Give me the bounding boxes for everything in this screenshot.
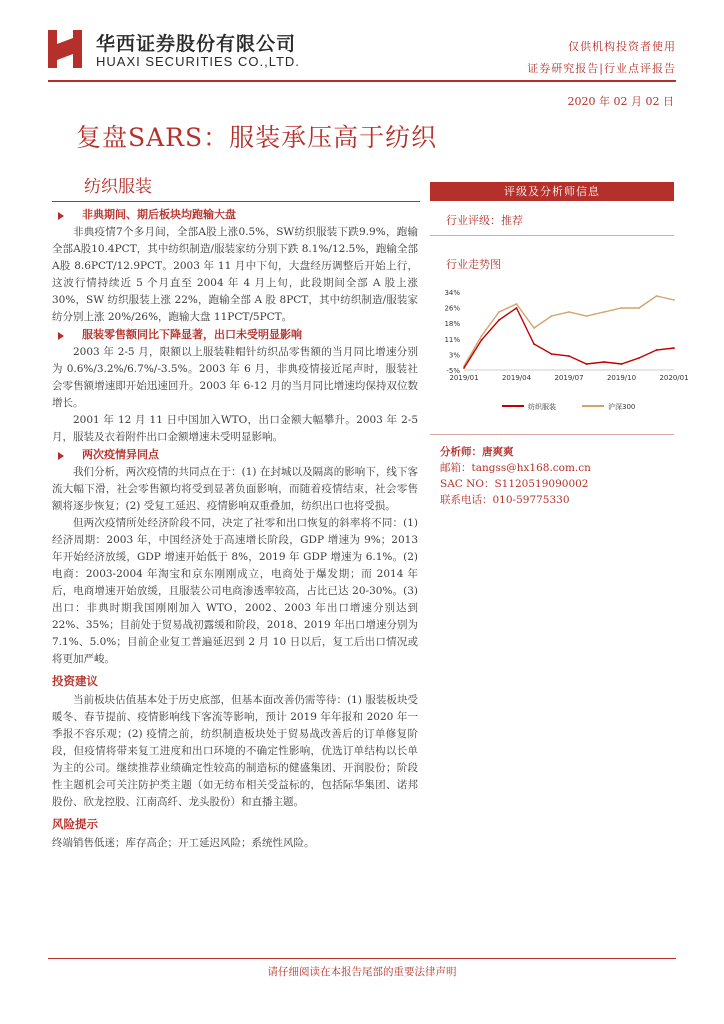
data-point bbox=[586, 315, 588, 317]
data-point bbox=[516, 303, 518, 305]
main-content bbox=[52, 206, 418, 852]
section-title: 投资建议 bbox=[52, 674, 98, 688]
paragraph: 当前板块估值基本处于历史底部，但基本面改善仍需等待：(1) 服装板块受暖冬、春节提前、疫情影响线下客流等影响，预计 2019 年年报和 2020 年一季报不容乐观；(2) 疫情之前，纺织制造板块处于贸易战改善后的订单修复阶段，但疫情将带来复工进度和出口环境的不确定性影响，优选订单结构以长单为主的公司。继续推荐业绩确定性较高的制造标的健盛集团、开润股份；阶段性主题机会可关注防护类主题（如无纺布相关受益标的，包括际华集团、诺邦股份、欣龙控股、江南高纤、龙头股份）和直播主题。 bbox=[52, 694, 418, 808]
analyst-phone: 联系电话：010-59775330 bbox=[440, 494, 570, 506]
section-title: 非典期间、期后板块均跑输大盘 bbox=[52, 206, 418, 224]
analyst-info bbox=[440, 444, 591, 508]
data-point bbox=[551, 315, 553, 317]
report-title: 复盘SARS：服装承压高于纺织 bbox=[76, 123, 438, 152]
data-point bbox=[516, 307, 518, 309]
sector-label: 纺织服装 bbox=[84, 177, 152, 197]
company-name-en: HUAXI SECURITIES CO.,LTD. bbox=[96, 54, 300, 69]
paragraph: 2003 年 2-5 月，限额以上服装鞋帽针纺织品零售额的当月同比增速分别为 0.6%/3.2%/6.7%/-3.5%。2003 年 6 月，非典疫情接近尾声时，服装社会零售额增速即开始迅速回升。2003 年 6-12 月的当月同比增速均保持双位数增长。 bbox=[52, 346, 418, 409]
data-point bbox=[586, 363, 588, 365]
report-date: 2020 年 02 月 02 日 bbox=[567, 95, 674, 108]
sidebar-header: 评级及分析师信息 bbox=[430, 182, 674, 201]
sector-divider bbox=[52, 201, 420, 202]
data-point bbox=[533, 343, 535, 345]
legend-label: 纺织服装 bbox=[528, 403, 556, 411]
paragraph: 我们分析，两次疫情的共同点在于：(1) 在封城以及隔离的影响下，线下客流大幅下滑，社会零售额均将受到显著负面影响，而随着疫情结束，社会零售额将逐步恢复；(2) 受复工延迟、疫情影响双重叠加，纺织出口也将受损。 bbox=[52, 466, 418, 512]
industry-rating: 行业评级：推荐 bbox=[446, 214, 523, 227]
y-tick-label: 11% bbox=[444, 335, 460, 344]
bullet-triangle-icon bbox=[58, 452, 64, 460]
legend-label: 沪深300 bbox=[608, 403, 636, 411]
analyst-name: 分析师：唐爽爽 bbox=[440, 446, 514, 458]
data-point bbox=[568, 311, 570, 313]
trend-title: 行业走势图 bbox=[446, 258, 501, 271]
footer-divider bbox=[48, 958, 676, 959]
y-tick-label: 34% bbox=[444, 289, 460, 297]
legal-footer: 请仔细阅读在本报告尾部的重要法律声明 bbox=[267, 966, 457, 978]
data-point bbox=[568, 355, 570, 357]
sidebar-divider bbox=[430, 434, 674, 435]
bullet-triangle-icon bbox=[58, 212, 64, 220]
data-point bbox=[621, 363, 623, 365]
data-point bbox=[481, 335, 483, 337]
data-point bbox=[638, 357, 640, 359]
data-point bbox=[463, 367, 465, 369]
analyst-sac: SAC NO：S1120519090002 bbox=[440, 478, 589, 490]
analyst-email: 邮箱：tangss@hx168.com.cn bbox=[440, 462, 591, 474]
data-point bbox=[621, 307, 623, 309]
x-tick-label: 2019/10 bbox=[606, 374, 637, 382]
data-point bbox=[603, 361, 605, 363]
bullet-triangle-icon bbox=[58, 332, 64, 340]
industry-trend-chart bbox=[430, 276, 689, 426]
audience-note: 仅供机构投资者使用 bbox=[568, 40, 676, 53]
data-point bbox=[638, 307, 640, 309]
y-tick-label: 18% bbox=[444, 320, 460, 329]
header-divider bbox=[48, 80, 676, 82]
y-tick-label: 3% bbox=[448, 351, 460, 360]
section-title: 服装零售额同比下降显著，出口未受明显影响 bbox=[52, 326, 418, 344]
data-point bbox=[481, 339, 483, 341]
data-point bbox=[656, 295, 658, 297]
data-point bbox=[551, 353, 553, 355]
section-title: 两次疫情异同点 bbox=[52, 446, 418, 464]
company-logo-icon bbox=[48, 30, 82, 68]
data-point bbox=[673, 347, 675, 349]
data-point bbox=[656, 349, 658, 351]
paragraph: 2001 年 12 月 11 日中国加入WTO，出口金额大幅攀升。2003 年 2-5 月，服装及衣着附件出口金额增速未受明显影响。 bbox=[52, 414, 418, 443]
paragraph: 终端销售低迷；库存高企；开工延迟风险；系统性风险。 bbox=[52, 837, 315, 849]
data-point bbox=[673, 299, 675, 301]
data-point bbox=[603, 311, 605, 313]
sidebar-divider bbox=[430, 235, 674, 236]
x-tick-label: 2020/01 bbox=[659, 374, 689, 382]
y-tick-label: 26% bbox=[444, 304, 460, 313]
company-name-cn: 华西证券股份有限公司 bbox=[96, 33, 297, 55]
data-point bbox=[533, 327, 535, 329]
data-point bbox=[498, 319, 500, 321]
x-tick-label: 2019/01 bbox=[449, 374, 479, 382]
paragraph: 但两次疫情所处经济阶段不同，决定了社零和出口恢复的斜率将不同：(1) 经济周期：2003 年，中国经济处于高速增长阶段，GDP 增速为 9%；2013 年开始经济放缓，GDP 增速开始低于 8%，2019 年 GDP 增速为 6.1%。(2) 电商：2003-2004 年淘宝和京东刚刚成立，电商处于爆发期；而 2014 年后，电商增速开始放缓，且服装公司电商渗透率较高，占比已达 20-30%。(3) 出口：非典时期我国刚刚加入 WTO，2002、2003 年出口增速分别达到 22%、35%；目前处于贸易战初露缓和阶段，2018、2019 年出口增速分别为 7.1%、5.0%；目前企业复工普遍延迟到 2 月 10 日以后，复工后出口情况或将更加严峻。 bbox=[52, 517, 418, 665]
paragraph: 非典疫情7个多月间，全部A股上涨0.5%，SW纺织服装下跌9.9%，跑输全部A股10.4PCT，其中纺织制造/服装家纺分别下跌 8.1%/12.5%，跑输全部 A股 8.6PCT/12.9PCT。2003 年 11 月中下旬，大盘经历调整后开始上行，这波行情持续近 5 个月直至 2004 年 4 月上旬，此段期间全部 A 股上涨 30%，SW 纺织服装上涨 22%，跑输全部 A 股 8PCT，其中纺织制造/服装家纺分别上涨 20%/26%，跑输大盘 11PCT/5PCT。 bbox=[52, 226, 418, 323]
x-tick-label: 2019/07 bbox=[554, 374, 584, 382]
y-tick-label: -5% bbox=[446, 367, 460, 375]
report-type: 证券研究报告|行业点评报告 bbox=[527, 62, 676, 75]
data-point bbox=[498, 311, 500, 313]
section-title: 风险提示 bbox=[52, 817, 98, 831]
x-tick-label: 2019/04 bbox=[501, 374, 532, 382]
